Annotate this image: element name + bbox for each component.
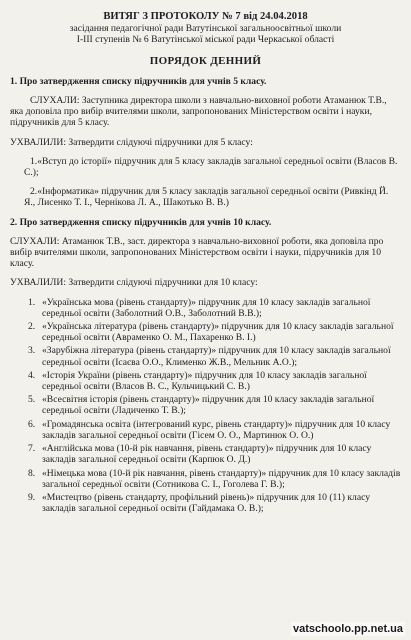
list-item: 5. «Всесвітня історія (рівень стандарту)» підручник для 10 класу закладів загальної середньої освіти (Ладиченко Т. В.); bbox=[28, 394, 375, 417]
item2-heard: СЛУХАЛИ: Атаманюк Т.В., заст. директора з навчально-виховної роботи, яка доповіла про вибір вчителями школи, запропонованих Міністерством освіти і науки, підручників для 10 класу. bbox=[10, 235, 384, 270]
list-item: 8. «Німецька мова (10-й рік навчання, рівень стандарту)» підручник для 10 класу закладів загальної середньої освіти (Сотникова С. І., Гоголева Г. В.); bbox=[28, 467, 401, 490]
list-item: 1. «Українська мова (рівень стандарту)» підручник для 10 класу закладів загальної середньої освіти (Заболотний О.В., Заболотний В.В.); bbox=[28, 296, 371, 319]
document-title: ВИТЯГ З ПРОТОКОЛУ № 7 від 24.04.2018 bbox=[103, 11, 308, 22]
item1-decided: УХВАЛИЛИ: Затвердити слідуючі підручники для 5 класу: bbox=[10, 136, 253, 148]
list-item: 3. «Зарубіжна література (рівень стандарту)» підручник для 10 класу закладів загальної середньої освіти (Ісаєва О.О., Клименко Ж.В., Мельник А.О.); bbox=[28, 345, 391, 368]
agenda-heading: ПОРЯДОК ДЕННИЙ bbox=[149, 54, 262, 67]
site-watermark: vatschoolo.pp.net.ua bbox=[292, 623, 403, 635]
item2-title: 2. Про затвердження списку підручників для учнів 10 класу. bbox=[10, 216, 272, 228]
list-item: 2. «Українська література (рівень стандарту)» підручник для 10 класу закладів загальної середньої освіти (Авраменко О. М., Пахаренко В. І.) bbox=[28, 321, 394, 344]
item1-book-2: 2.«Інформатика» підручник для 5 класу закладів загальної середньої освіти (Ривкінд Й. Я., Лисенко Т. І., Чернікова Л. А., Шакотько В. В.) bbox=[24, 186, 389, 209]
item1-heard: СЛУХАЛИ: Заступника директора школи з навчально-виховної роботи Атаманюк Т.В., яка доповіла про вибір вчителями школи, запропонованих Міністерством освіти і науки, підручників для 5 класу. bbox=[10, 95, 387, 129]
school-line: І-ІІІ ступенів № 6 Ватутінської міської ради Черкаської області bbox=[76, 34, 335, 46]
list-item: 7. «Англійська мова (10-й рік навчання, рівень стандарту)» підручник для 10 класу закладів загальної середньої освіти (Карпюк О. Д.) bbox=[28, 443, 372, 466]
list-item: 9. «Мистецтво (рівень стандарту, профільний рівень)» підручник для 10 (11) класу закладів загальної середньої освіти (Гайдамака О. В.); bbox=[28, 491, 371, 515]
list-item: 4. «Історія України (рівень стандарту)» підручник для 10 класу закладів загальної середньої освіти (Власов В. С., Кульчицький С. В.) bbox=[28, 369, 367, 393]
textbook-list bbox=[10, 297, 401, 515]
item2-decided: УХВАЛИЛИ: Затвердити слідуючі підручники для 10 класу: bbox=[10, 277, 258, 289]
item1-title: 1. Про затвердження списку підручників для учнів 5 класу. bbox=[10, 75, 267, 87]
list-item: 6. «Громадянська освіта (інтегрований курс, рівень стандарту)» підручник для 10 класу закладів загальної середньої освіти (Гісем О. О., Мартинюк О. О.) bbox=[28, 418, 391, 441]
item1-book-1: 1.«Вступ до історії» підручник для 5 класу закладів загальної середньої освіти (Власов В. С.); bbox=[24, 155, 398, 179]
council-line: засідання педагогічної ради Ватутінської загальноосвітньої школи bbox=[69, 23, 342, 35]
